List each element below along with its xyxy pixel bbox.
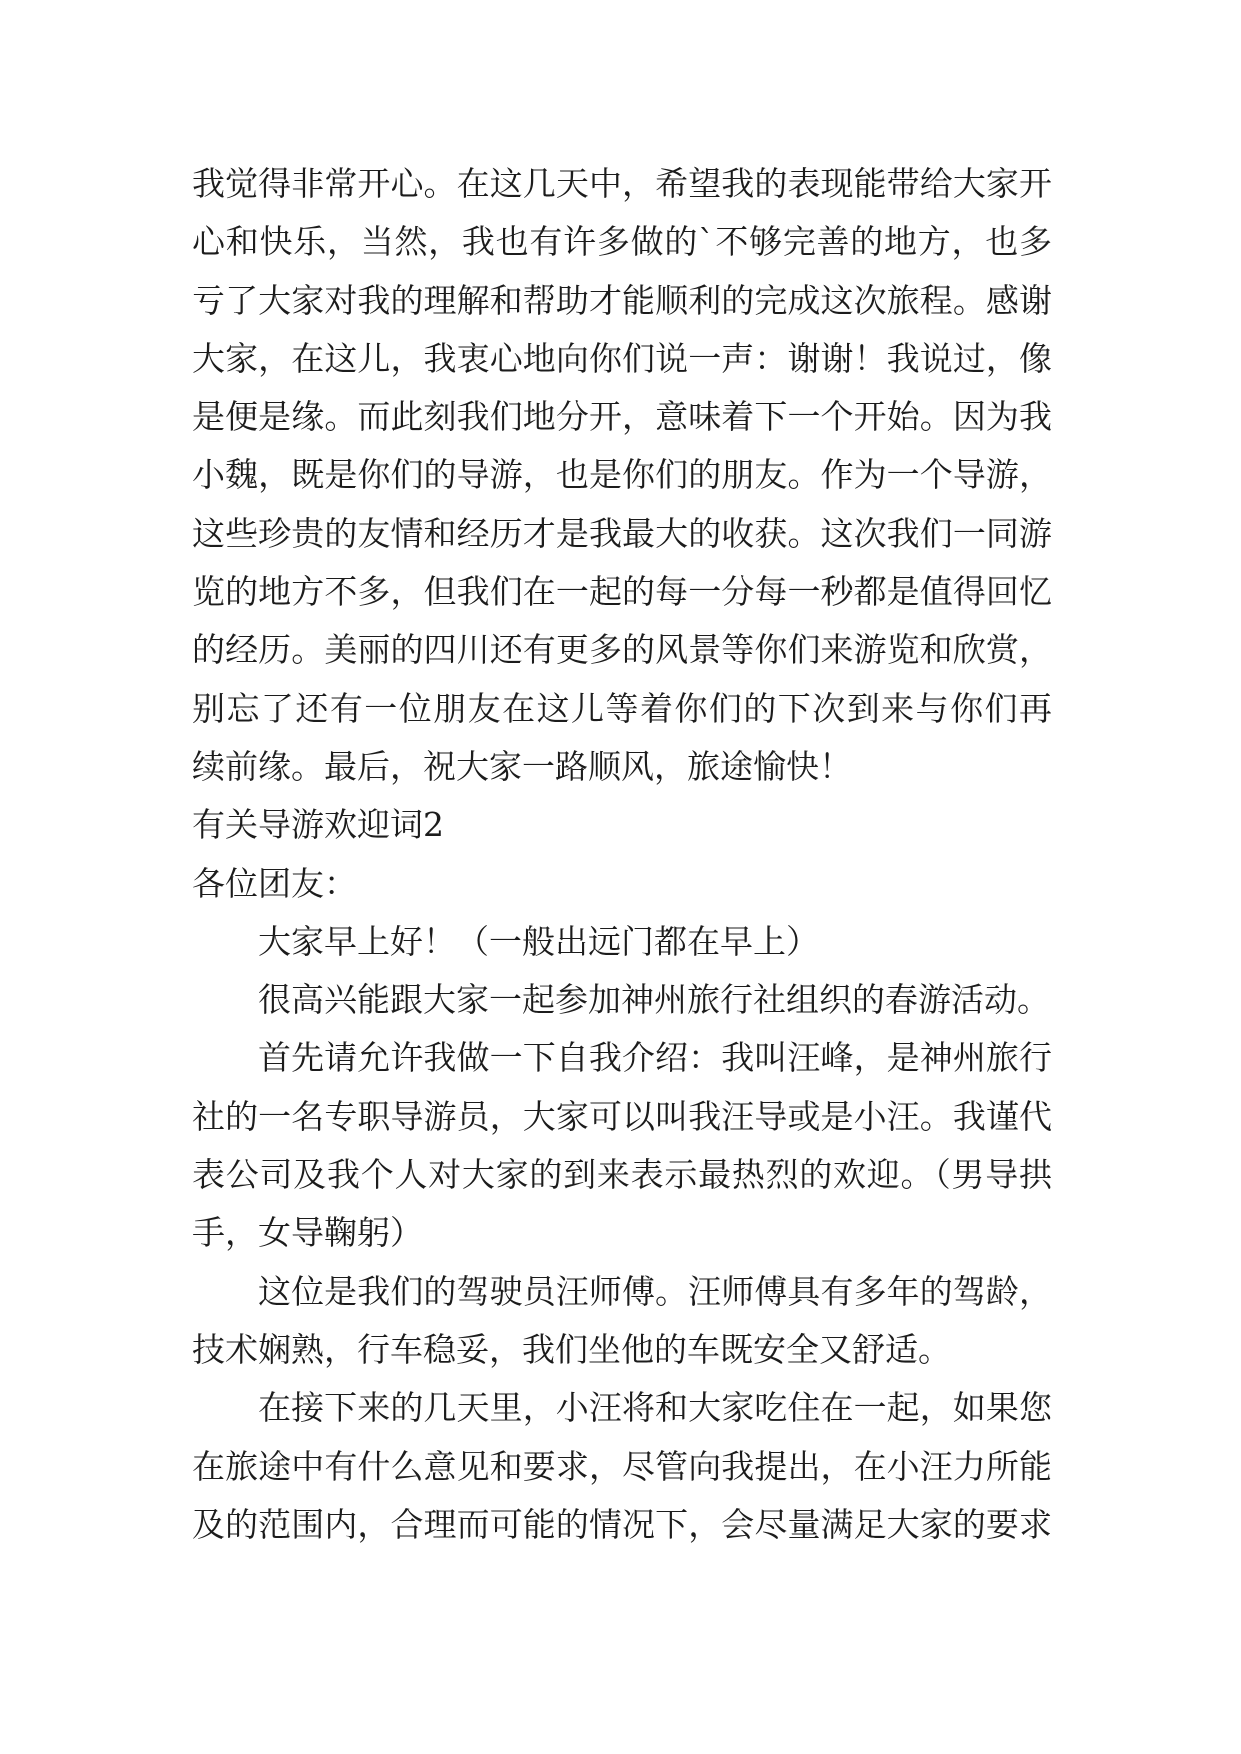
body-text-line: 亏了大家对我的理解和帮助才能顺利的完成这次旅程。感谢 [192,280,1052,320]
paragraph [192,1379,1052,1554]
body-text-line: 续前缘。最后，祝大家一路顺风，旅途愉快！ [192,746,852,786]
body-text-line: 我觉得非常开心。在这几天中，希望我的表现能带给大家开 [192,164,1052,203]
salutation: 各位团友： [192,863,357,903]
body-text-line: 心和快乐，当然，我也有许多做的`不够完善的地方，也多 [192,222,1052,262]
body-text-line: 首先请允许我做一下自我介绍：我叫汪峰，是神州旅行 [258,1038,1052,1078]
body-text-line: 在接下来的几天里，小汪将和大家吃住在一起，如果您 [258,1388,1052,1428]
body-text-line: 别忘了还有一位朋友在这儿等着你们的下次到来与你们再 [192,688,1052,728]
body-text-line: 这些珍贵的友情和经历才是我最大的收获。这次我们一同游 [192,513,1052,553]
paragraph [192,1029,1052,1262]
paragraph [192,913,1052,971]
body-text-line: 很高兴能跟大家一起参加神州旅行社组织的春游活动。 [258,980,1050,1020]
body-text-line: 览的地方不多，但我们在一起的每一分每一秒都是值得回忆 [192,572,1052,612]
body-text-line: 大家早上好！（一般出远门都在早上） [258,921,819,961]
body-text-line: 表公司及我个人对大家的到来表示最热烈的欢迎。（男导拱 [192,1155,1052,1195]
section-heading: 有关导游欢迎词2 [192,805,444,845]
body-text-line: 小魏，既是你们的导游，也是你们的朋友。作为一个导游， [192,455,1052,495]
continued-paragraph [192,155,1052,796]
body-text-line: 技术娴熟，行车稳妥，我们坐他的车既安全又舒适。 [192,1329,951,1369]
body-text-line: 大家，在这儿，我衷心地向你们说一声：谢谢！我说过，像 [192,338,1052,378]
body-text-line: 是便是缘。而此刻我们地分开，意味着下一个开始。因为我 [192,397,1052,437]
body-text-line: 及的范围内，合理而可能的情况下，会尽量满足大家的要求 [192,1504,1052,1544]
body-text-line: 在旅途中有什么意见和要求，尽管向我提出，在小汪力所能 [192,1446,1052,1486]
body-text-line: 这位是我们的驾驶员汪师傅。汪师傅具有多年的驾龄， [258,1271,1052,1311]
paragraph [192,1263,1052,1380]
body-text-line: 的经历。美丽的四川还有更多的风景等你们来游览和欣赏， [192,630,1052,670]
body-text-line: 手，女导鞠躬） [192,1213,423,1253]
body-text-line: 社的一名专职导游员，大家可以叫我汪导或是小汪。我谨代 [192,1096,1052,1136]
paragraph [192,971,1052,1029]
